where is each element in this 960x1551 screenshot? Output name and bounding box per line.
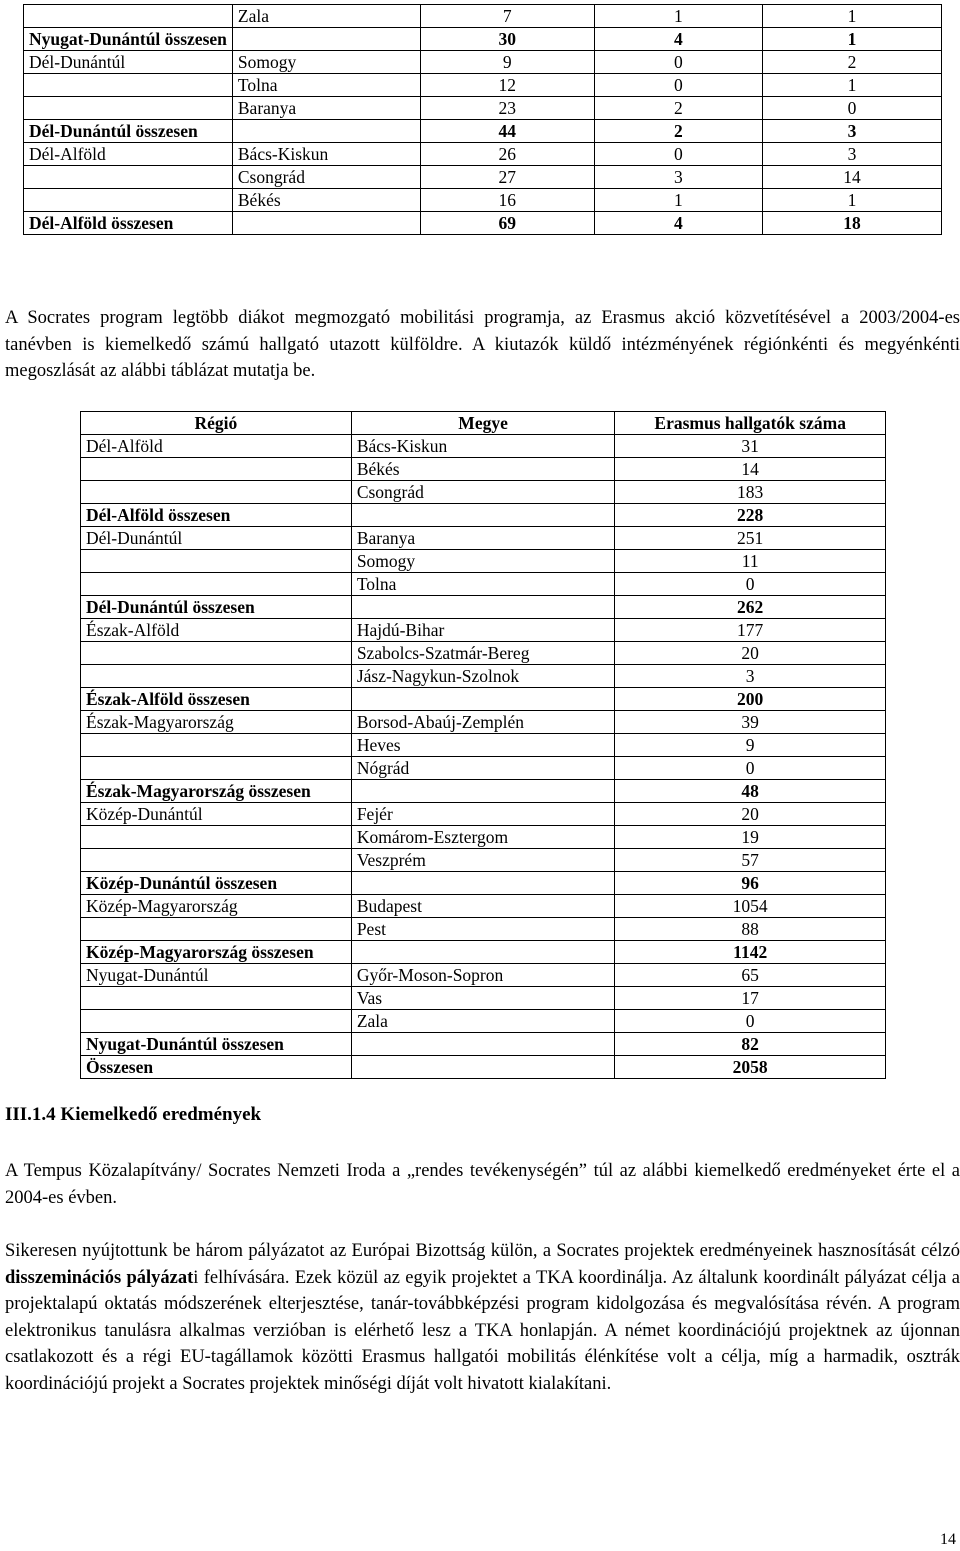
value-cell: 44 (420, 120, 594, 143)
region-cell: Észak-Magyarország összesen (81, 780, 352, 803)
region-cell: Dél-Dunántúl összesen (24, 120, 233, 143)
count-cell: 251 (615, 527, 886, 550)
count-cell: 1054 (615, 895, 886, 918)
value-cell: 2 (594, 97, 762, 120)
county-cell: Fejér (351, 803, 615, 826)
table-row (24, 74, 942, 97)
region-cell: Dél-Alföld (24, 143, 233, 166)
region-cell (24, 97, 233, 120)
value-cell: 0 (594, 143, 762, 166)
region-cell: Észak-Alföld összesen (81, 688, 352, 711)
count-cell: 17 (615, 987, 886, 1010)
value-cell: 4 (594, 212, 762, 235)
table-row (81, 573, 886, 596)
value-cell: 1 (594, 5, 762, 28)
region-cell (81, 573, 352, 596)
region-cell: Észak-Magyarország (81, 711, 352, 734)
value-cell: 3 (762, 143, 941, 166)
region-cell (81, 987, 352, 1010)
county-cell: Szabolcs-Szatmár-Bereg (351, 642, 615, 665)
table-row (81, 734, 886, 757)
region-cell: Dél-Dunántúl összesen (81, 596, 352, 619)
region-cell: Észak-Alföld (81, 619, 352, 642)
county-cell (351, 780, 615, 803)
value-cell: 27 (420, 166, 594, 189)
county-cell: Nógrád (351, 757, 615, 780)
count-cell: 0 (615, 573, 886, 596)
county-cell (351, 941, 615, 964)
table-row (81, 757, 886, 780)
county-cell: Heves (351, 734, 615, 757)
table-row (24, 212, 942, 235)
value-cell: 26 (420, 143, 594, 166)
region-cell (81, 458, 352, 481)
region-cell: Nyugat-Dunántúl (81, 964, 352, 987)
region-cell: Közép-Dunántúl összesen (81, 872, 352, 895)
county-cell: Győr-Moson-Sopron (351, 964, 615, 987)
count-cell: 3 (615, 665, 886, 688)
count-cell: 14 (615, 458, 886, 481)
table-row (24, 143, 942, 166)
count-cell: 0 (615, 757, 886, 780)
table-row (81, 1010, 886, 1033)
count-cell: 19 (615, 826, 886, 849)
value-cell: 7 (420, 5, 594, 28)
count-cell: 31 (615, 435, 886, 458)
region-cell: Közép-Magyarország összesen (81, 941, 352, 964)
count-cell: 82 (615, 1033, 886, 1056)
county-cell: Bács-Kiskun (351, 435, 615, 458)
region-cell (81, 849, 352, 872)
bold-term: disszeminációs pályázat (5, 1267, 194, 1288)
county-cell: Somogy (232, 51, 420, 74)
value-cell: 30 (420, 28, 594, 51)
value-cell: 9 (420, 51, 594, 74)
county-cell (351, 1056, 615, 1079)
region-cell: Dél-Dunántúl (81, 527, 352, 550)
county-cell: Borsod-Abaúj-Zemplén (351, 711, 615, 734)
paragraph-3: Sikeresen nyújtottunk be három pályázatot az Európai Bizottság külön, a Socrates projektek eredményeinek hasznosítását célzó disszeminációs pályázati felhívására. Ezek közül az egyik projektet a TKA koordinálja. Az általunk koordinált pályázat célja a projektalapú oktatás módszerének elterjesztése, tanár-továbbképzési program kidolgozása és megvalósítása révén. A program elektronikus tanulásra alkalmas verzióban is elérhető lesz a TKA honlapján. A német koordinációjú projektnek az újonnan csatlakozott és a régi EU-tagállamok közötti Erasmus hallgatói mobilitás élénkítése volt a célja, míg a harmadik, osztrák koordinációjú projekt a Socrates projektek minőségi díját volt hivatott kialakítani. (5, 1241, 960, 1394)
count-cell: 177 (615, 619, 886, 642)
table-row (24, 97, 942, 120)
count-cell: 39 (615, 711, 886, 734)
value-cell: 18 (762, 212, 941, 235)
region-cell (24, 166, 233, 189)
region-cell (81, 918, 352, 941)
value-cell: 16 (420, 189, 594, 212)
count-cell: 20 (615, 803, 886, 826)
region-cell (24, 5, 233, 28)
region-cell (81, 826, 352, 849)
count-cell: 11 (615, 550, 886, 573)
value-cell: 0 (762, 97, 941, 120)
table-row (81, 665, 886, 688)
table-row (81, 1056, 886, 1079)
count-cell: 1142 (615, 941, 886, 964)
table-row (24, 166, 942, 189)
region-cell (81, 734, 352, 757)
value-cell: 0 (594, 74, 762, 97)
county-cell: Baranya (351, 527, 615, 550)
value-cell: 3 (594, 166, 762, 189)
county-cell: Tolna (232, 74, 420, 97)
intro-paragraph: A Socrates program legtöbb diákot megmozgató mobilitási programja, az Erasmus akció közvetítésével a 2003/2004-es tanévben is kiemelkedő számú hallgató utazott külföldre. A kiutazók küldő intézményének régiónkénti és megyénkénti megoszlását az alábbi táblázat mutatja be. (5, 308, 960, 381)
table-row (81, 619, 886, 642)
count-cell: 228 (615, 504, 886, 527)
table-row (81, 826, 886, 849)
table-row (81, 458, 886, 481)
value-cell: 1 (762, 189, 941, 212)
table-row (81, 918, 886, 941)
table-header-row (81, 412, 886, 435)
county-cell (351, 872, 615, 895)
count-cell: 183 (615, 481, 886, 504)
header-county: Megye (351, 412, 615, 435)
count-cell: 200 (615, 688, 886, 711)
county-cell: Bács-Kiskun (232, 143, 420, 166)
county-cell: Tolna (351, 573, 615, 596)
county-cell (232, 212, 420, 235)
value-cell: 1 (762, 74, 941, 97)
table-row (81, 964, 886, 987)
value-cell: 1 (762, 28, 941, 51)
count-cell: 9 (615, 734, 886, 757)
top-regional-table (23, 4, 942, 235)
region-cell: Közép-Magyarország (81, 895, 352, 918)
region-cell (81, 550, 352, 573)
county-cell (351, 596, 615, 619)
value-cell: 3 (762, 120, 941, 143)
count-cell: 0 (615, 1010, 886, 1033)
table-row (81, 987, 886, 1010)
value-cell: 23 (420, 97, 594, 120)
table-row (81, 711, 886, 734)
section-heading: III.1.4 Kiemelkedő eredmények (5, 1104, 262, 1125)
table-row (81, 780, 886, 803)
county-cell: Hajdú-Bihar (351, 619, 615, 642)
table-row (81, 481, 886, 504)
page-number: 14 (940, 1531, 956, 1548)
region-cell (81, 757, 352, 780)
region-cell: Nyugat-Dunántúl összesen (81, 1033, 352, 1056)
county-cell: Zala (351, 1010, 615, 1033)
region-cell (81, 642, 352, 665)
table-row (81, 803, 886, 826)
county-cell: Csongrád (351, 481, 615, 504)
region-cell: Dél-Dunántúl (24, 51, 233, 74)
count-cell: 20 (615, 642, 886, 665)
value-cell: 14 (762, 166, 941, 189)
count-cell: 2058 (615, 1056, 886, 1079)
region-cell: Nyugat-Dunántúl összesen (24, 28, 233, 51)
county-cell: Komárom-Esztergom (351, 826, 615, 849)
header-region: Régió (81, 412, 352, 435)
county-cell: Budapest (351, 895, 615, 918)
value-cell: 69 (420, 212, 594, 235)
region-cell: Dél-Alföld (81, 435, 352, 458)
value-cell: 2 (762, 51, 941, 74)
header-count: Erasmus hallgatók száma (615, 412, 886, 435)
table-row (81, 872, 886, 895)
county-cell: Békés (351, 458, 615, 481)
region-cell (24, 74, 233, 97)
table-row (81, 550, 886, 573)
table-row (81, 1033, 886, 1056)
count-cell: 96 (615, 872, 886, 895)
county-cell: Csongrád (232, 166, 420, 189)
value-cell: 2 (594, 120, 762, 143)
region-cell (81, 1010, 352, 1033)
region-cell: Dél-Alföld összesen (81, 504, 352, 527)
table-row (81, 941, 886, 964)
county-cell (232, 120, 420, 143)
count-cell: 57 (615, 849, 886, 872)
region-cell: Dél-Alföld összesen (24, 212, 233, 235)
count-cell: 48 (615, 780, 886, 803)
count-cell: 88 (615, 918, 886, 941)
value-cell: 4 (594, 28, 762, 51)
table-row (81, 596, 886, 619)
region-cell: Közép-Dunántúl (81, 803, 352, 826)
county-cell: Jász-Nagykun-Szolnok (351, 665, 615, 688)
county-cell: Pest (351, 918, 615, 941)
table-row (24, 5, 942, 28)
region-cell: Összesen (81, 1056, 352, 1079)
table-row (24, 28, 942, 51)
region-cell (81, 481, 352, 504)
value-cell: 12 (420, 74, 594, 97)
table-row (81, 504, 886, 527)
county-cell: Békés (232, 189, 420, 212)
count-cell: 65 (615, 964, 886, 987)
table-row (81, 895, 886, 918)
county-cell: Veszprém (351, 849, 615, 872)
county-cell (232, 28, 420, 51)
value-cell: 0 (594, 51, 762, 74)
count-cell: 262 (615, 596, 886, 619)
region-cell (81, 665, 352, 688)
county-cell: Vas (351, 987, 615, 1010)
value-cell: 1 (762, 5, 941, 28)
region-cell (24, 189, 233, 212)
table-row (81, 688, 886, 711)
table-row (81, 527, 886, 550)
county-cell (351, 504, 615, 527)
county-cell: Baranya (232, 97, 420, 120)
table-row (81, 435, 886, 458)
table-row (24, 189, 942, 212)
erasmus-students-table (80, 411, 886, 1079)
table-row (24, 51, 942, 74)
paragraph-2: A Tempus Közalapítvány/ Socrates Nemzeti Iroda a „rendes tevékenységén” túl az alábbi kiemelkedő eredményeket érte el a 2004-es évben. (5, 1161, 960, 1208)
table-row (81, 642, 886, 665)
county-cell (351, 1033, 615, 1056)
county-cell (351, 688, 615, 711)
table-row (24, 120, 942, 143)
county-cell: Somogy (351, 550, 615, 573)
table-row (81, 849, 886, 872)
county-cell: Zala (232, 5, 420, 28)
value-cell: 1 (594, 189, 762, 212)
